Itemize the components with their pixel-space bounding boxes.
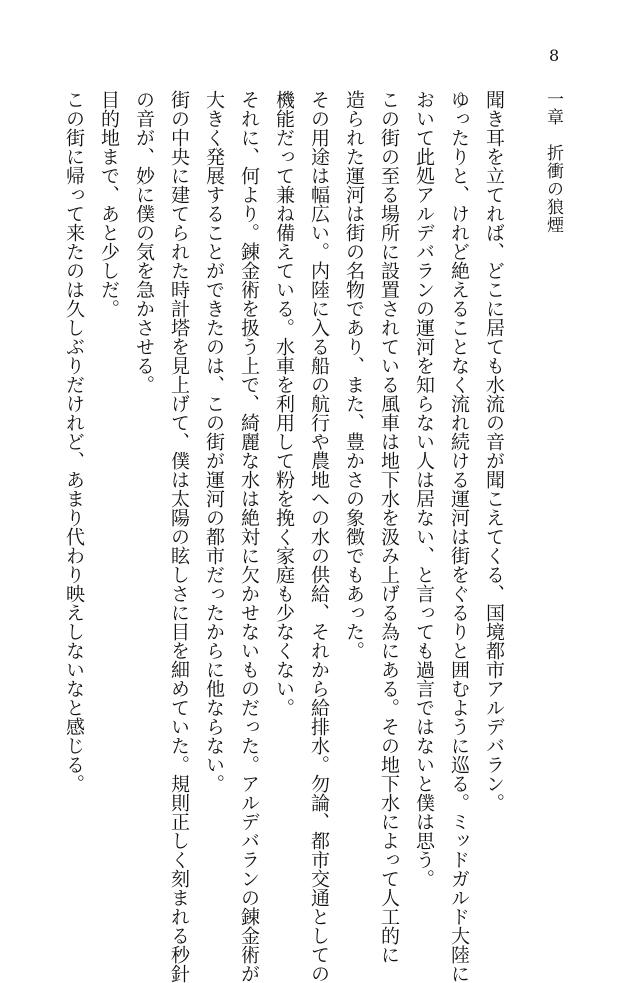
text-line: ゆったりと、けれど絶えることなく流れ続ける運河は街をぐるりと囲むように巡る。ミッドガルド大陸に bbox=[448, 90, 470, 983]
text-line: 街の中央に建てられた時計塔を見上げて、僕は太陽の眩しさに目を細めていた。規則正しく刻まれる秒針 bbox=[168, 90, 190, 983]
text-line: おいて此処アルデバランの運河を知らない人は居ない、と言っても過言ではないと僕は思う。 bbox=[413, 90, 435, 888]
text-line: この街に帰って来たのは久しぶりだけれど、あまり代わり映えしないなと感じる。 bbox=[63, 90, 85, 793]
text-line: 造られた運河は街の名物であり、また、豊かさの象徴でもあった。 bbox=[343, 90, 365, 660]
text-line: それに、何より。錬金術を扱う上で、綺麗な水は絶対に欠かせないものだった。アルデバランの錬金術が bbox=[238, 90, 260, 983]
chapter-title: 一章 折衝の狼煙 bbox=[543, 90, 563, 234]
text-line: 聞き耳を立てれば、どこに居ても水流の音が聞こえてくる、国境都市アルデバラン。 bbox=[483, 90, 505, 812]
text-line: この街の至る場所に設置されている風車は地下水を汲み上げる為にある。その地下水によって人工的に bbox=[378, 90, 400, 964]
text-line: 機能だって兼ね備えている。水車を利用して粉を挽く家庭も少なくない。 bbox=[273, 90, 295, 717]
page-number: 8 bbox=[549, 46, 560, 65]
text-line: の音が、妙に僕の気を急かさせる。 bbox=[133, 90, 155, 394]
body-text bbox=[56, 90, 511, 983]
text-line: その用途は幅広い。内陸に入る船の航行や農地への水の供給、それから給排水。勿論、都市交通としての bbox=[308, 90, 330, 983]
text-line: 目的地まで、あと少しだ。 bbox=[98, 90, 120, 318]
text-line: 大きく発展することができたのは、この街が運河の都市だったからに他ならない。 bbox=[203, 90, 225, 793]
